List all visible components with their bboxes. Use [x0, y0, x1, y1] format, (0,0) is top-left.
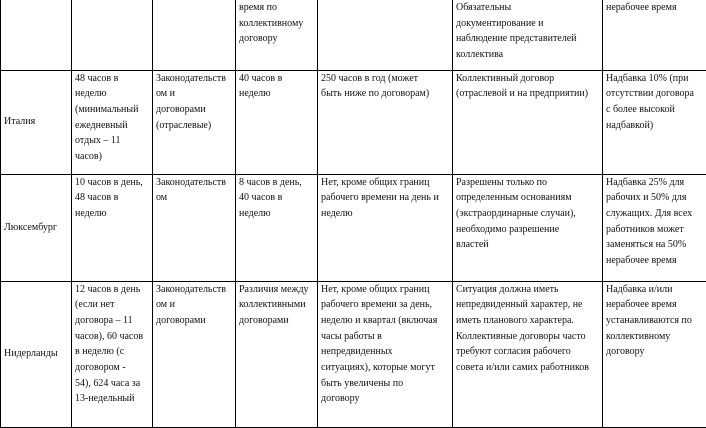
- cell-compensation: Надбавка 10% (при отсутствии договора с более высокой надбавкой): [603, 70, 706, 174]
- cell-annual-limit: 250 часов в год (может быть ниже по договорам): [318, 70, 453, 174]
- cell-regulation: Законодательств ом и договорами (отраслевые): [153, 70, 236, 174]
- cell-regulation: Законодательств ом и договорами: [153, 281, 236, 427]
- cell-max-overtime: 8 часов в день, 40 часов в неделю: [236, 174, 318, 281]
- cell-conditions: Разрешены только по определенным основаниям (экстраординарные случаи), необходимо разрешение властей: [453, 174, 603, 281]
- cell-max-hours: 48 часов в неделю (минимальный ежедневный отдых – 11 часов): [72, 70, 153, 174]
- table-row-continuation: [1, 0, 706, 70]
- cell-compensation: нерабочее время: [603, 0, 706, 70]
- cell-conditions: Ситуация должна иметь непредвиденный характер, не иметь планового характера. Коллективные договоры часто требуют согласия рабочего совета и/или самих работников: [453, 281, 603, 427]
- cell-annual-limit: [318, 0, 453, 70]
- cell-conditions: Обязательны документирование и наблюдение представителей коллектива: [453, 0, 603, 70]
- cell-annual-limit: Нет, кроме общих границ рабочего времени на день и неделю: [318, 174, 453, 281]
- cell-max-hours: 10 часов в день, 48 часов в неделю: [72, 174, 153, 281]
- table-row-italy: [1, 70, 706, 174]
- cell-conditions: Коллективный договор (отраслевой и на предприятии): [453, 70, 603, 174]
- cell-max-overtime: 40 часов в неделю: [236, 70, 318, 174]
- cell-max-overtime: Различия между коллективными договорами: [236, 281, 318, 427]
- cell-max-hours: 12 часов в день (если нет договора – 11 часов), 60 часов в неделю (с договором - 54), 624 часа за 13-недельный: [72, 281, 153, 427]
- cell-country: Италия: [1, 70, 72, 174]
- cell-max-overtime: время по коллективному договору: [236, 0, 318, 70]
- cell-regulation: [153, 0, 236, 70]
- cell-compensation: Надбавка и/или нерабочее время устанавливаются по коллективному договору: [603, 281, 706, 427]
- cell-country: [1, 0, 72, 70]
- table-row-netherlands: [1, 281, 706, 427]
- cell-country: Нидерланды: [1, 281, 72, 427]
- cell-country: Люксембург: [1, 174, 72, 281]
- table-row-luxembourg: [1, 174, 706, 281]
- cell-compensation: Надбавка 25% для рабочих и 50% для служащих. Для всех работников может заменяться на 50% нерабочее время: [603, 174, 706, 281]
- cell-regulation: Законодательств ом: [153, 174, 236, 281]
- cell-annual-limit: Нет, кроме общих границ рабочего времени за день, неделю и квартал (включая часы работы в непредвиденных ситуациях), которые могут быть увеличены по договору: [318, 281, 453, 427]
- cell-max-hours: [72, 0, 153, 70]
